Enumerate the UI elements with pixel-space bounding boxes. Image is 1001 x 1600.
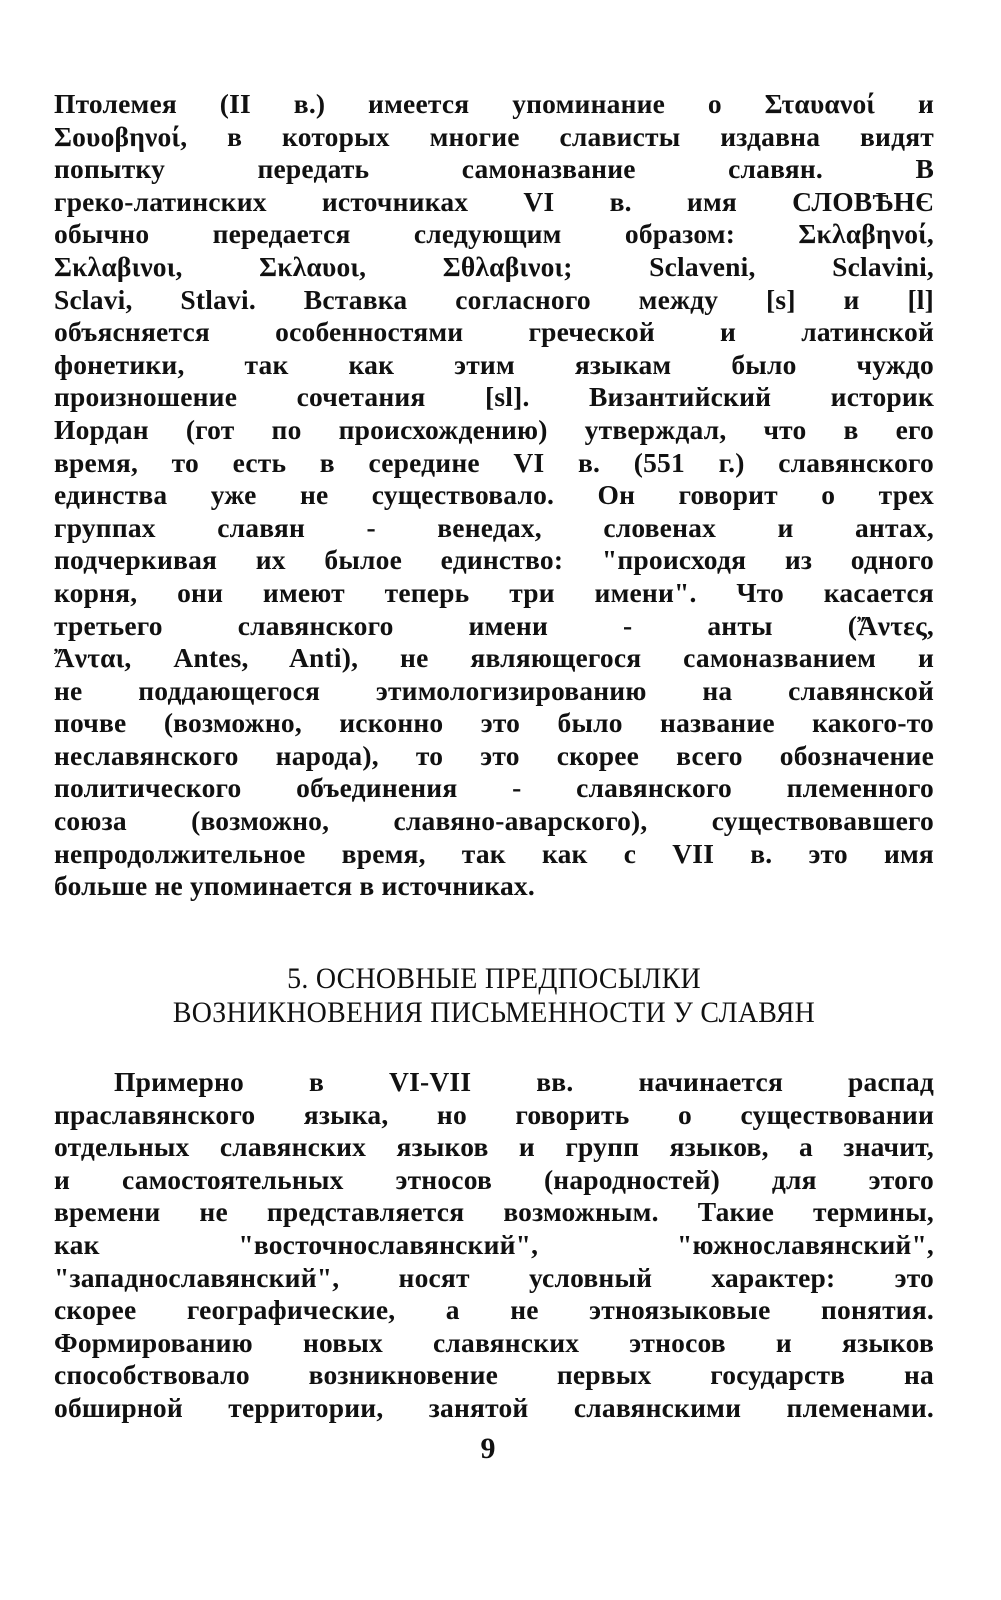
text-line: Птолемея (II в.) имеется упоминание о Σταυανοί и — [54, 88, 934, 119]
section-heading-line-1: 5. ОСНОВНЫЕ ПРЕДПОСЫЛКИ — [287, 962, 701, 995]
text-line: непродолжительное время, так как с VII в. это имя — [54, 837, 934, 869]
text-line: Σκλαβινοι, Σκλαυοι, Σθλαβινοι; Sclaveni, Sclavini, — [54, 250, 934, 282]
section-heading-line-2: ВОЗНИКНОВЕНИЯ ПИСЬМЕННОСТИ У СЛАВЯН — [172, 996, 816, 1029]
text-line: Иордан (гот по происхождению) утверждал, что в его — [54, 413, 934, 445]
text-line: Ἄνται, Antes, Anti), не являющегося самоназванием и — [54, 642, 934, 674]
text-line: обычно передается следующим образом: Σκλαβηνοί, — [54, 218, 934, 250]
text-line: единства уже не существовало. Он говорит о трех — [54, 479, 934, 511]
text-line: фонетики, так как этим языкам было чуждо — [54, 348, 934, 380]
paragraph-slavic-names — [54, 88, 934, 903]
text-line: Σουοβηνοί, в которых многие слависты издавна видят — [54, 120, 934, 152]
text-line: праславянского языка, но говорить о существовании — [54, 1098, 934, 1130]
text-line: времени не представляется возможным. Такие термины, — [54, 1196, 934, 1228]
text-line: третьего славянского имени - анты (Ἄντες, — [54, 609, 934, 641]
text-line: способствовало возникновение первых государств на — [54, 1359, 934, 1391]
text-line: греко-латинских источниках VI в. имя СЛОВѢНЄ — [54, 185, 934, 217]
text-line: Sclavi, Stlavi. Вставка согласного между [s] и [l] — [54, 283, 934, 315]
text-line: время, то есть в середине VI в. (551 г.) славянского — [54, 446, 934, 478]
text-line: больше не упоминается в источниках. — [54, 870, 535, 902]
text-line: группах славян - венедах, словенах и антах, — [54, 511, 934, 543]
text-line: отдельных славянских языков и групп языков, а значит, — [54, 1131, 934, 1163]
text-line: Формированию новых славянских этносов и языков — [54, 1326, 934, 1358]
text-line: и самостоятельных этносов (народностей) для этого — [54, 1163, 934, 1195]
text-line: "западнославянский", носят условный характер: это — [54, 1261, 934, 1293]
paragraph-writing-prerequisites — [54, 1066, 934, 1425]
text-line: почве (возможно, исконно это было название какого-то — [54, 707, 934, 739]
text-line: попытку передать самоназвание славян. В — [54, 153, 934, 185]
text-line: не поддающегося этимологизированию на славянской — [54, 674, 934, 706]
section-heading — [85, 962, 903, 1030]
text-line: союза (возможно, славяно-аварского), существовавшего — [54, 805, 934, 837]
text-line: объясняется особенностями греческой и латинской — [54, 316, 934, 348]
text-line: обширной территории, занятой славянскими племенами. — [54, 1391, 934, 1423]
text-line: произношение сочетания [sl]. Византийский историк — [54, 381, 934, 413]
text-line: политического объединения - славянского племенного — [54, 772, 934, 804]
text-line: корня, они имеют теперь три имени". Что касается — [54, 576, 934, 608]
text-line: скорее географические, а не этноязыковые понятия. — [54, 1294, 934, 1326]
text-line: Примерно в VI-VII вв. начинается распад — [114, 1066, 934, 1097]
page-number: 9 — [480, 1432, 496, 1465]
text-line: как "восточнославянский", "южнославянский", — [54, 1228, 934, 1260]
text-line: подчеркивая их былое единство: "происходя из одного — [54, 544, 934, 576]
text-line: неславянского народа), то это скорее всего обозначение — [54, 739, 934, 771]
